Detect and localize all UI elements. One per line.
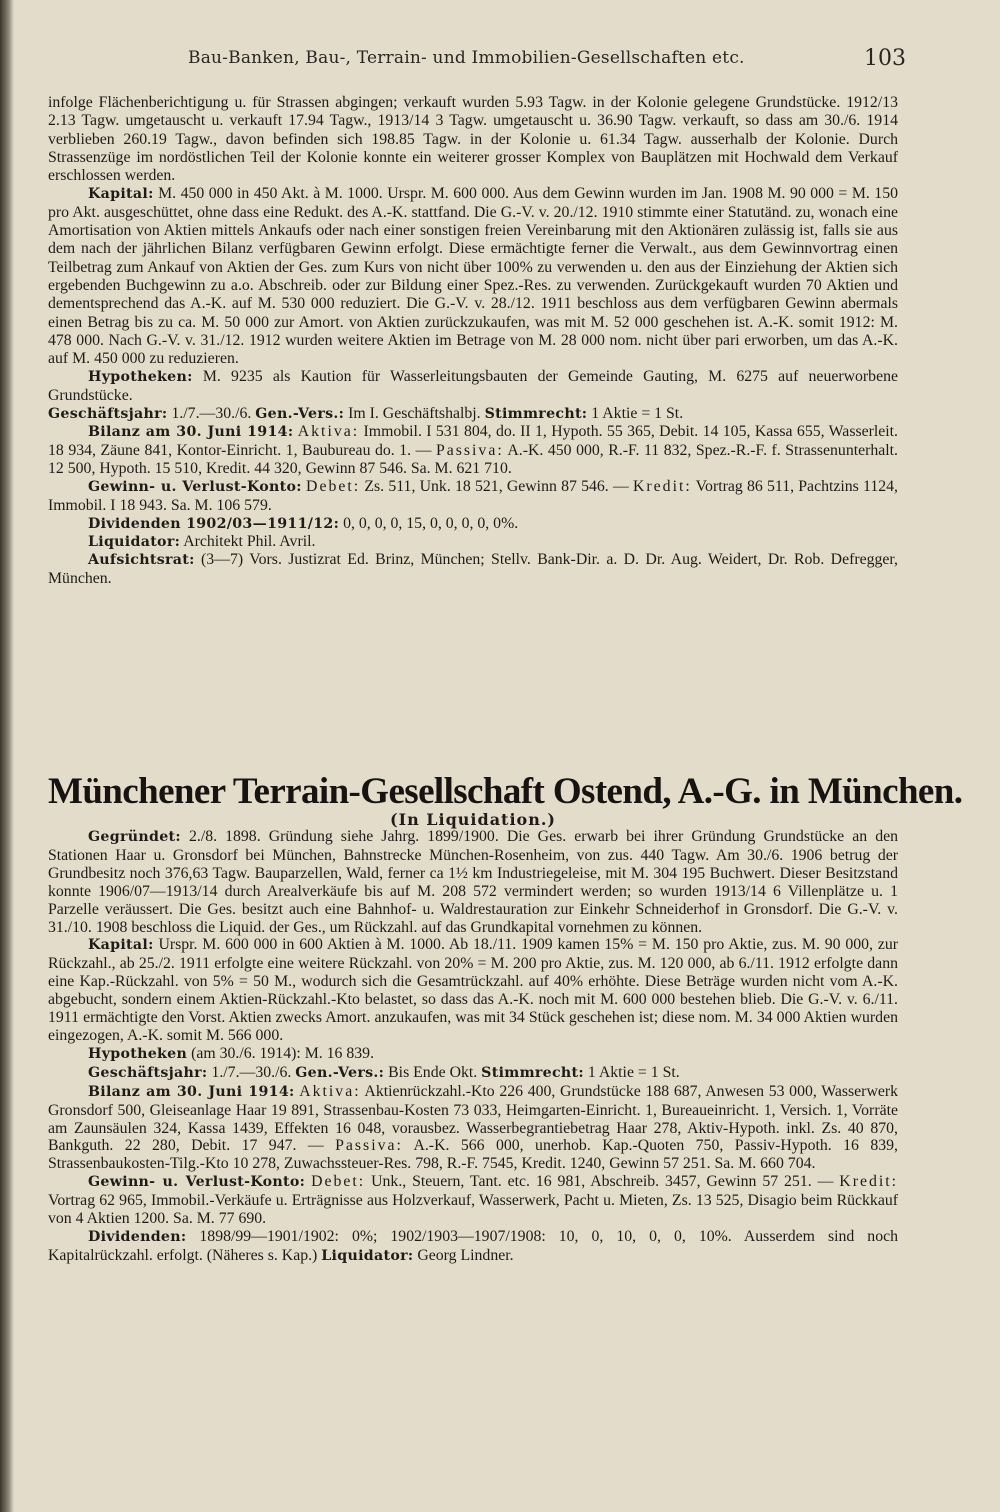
liquidator-text-2: Georg Lindner. xyxy=(417,1246,514,1264)
kapital-text: M. 450 000 in 450 Akt. à M. 1000. Urspr. M. 600 000. Aus dem Gewinn wurden im Jan. 1908 M. 90 000 = M. 150 pro Akt. ausgeschüttet, ohne dass eine Redukt. des A.-K. stattfand. Die G.-V. v. 20./12. 1910 stimmte einer Statutänd. zu, wonach eine Amortisation von Aktien mittels Ankaufs oder nach einer sonstigen freien Vereinbarung mit den Aktionären zulässig ist, falls sie aus dem nach der jährlichen Bilanz verfügbaren Gewinn erfolgt. Diese ermächtigte ferner die Verwalt., aus dem Gewinnvortrag einen Teilbetrag zum Ankauf von Aktien der Ges. zum Kurs von nicht über 100% zu verwenden u. den aus der Einziehung der Aktien sich ergebenden Buchgewinn zu a.o. Abschreib. oder zur Bildung einer Spez.-Res. zu verwenden. Zurückgekauft wurden 70 Aktien und dementsprechend das A.-K. auf M. 530 000 reduziert. Die G.-V. v. 28./12. 1911 beschloss aus dem verfügbaren Gewinn abermals einen Betrag bis zu ca. M. 50 000 zur Amort. von Aktien zurückzukaufen, was mit M. 52 000 geschehen ist. A.-K. somit 1912: M. 478 000. Nach G.-V. v. 31./12. 1912 wurden weitere Aktien im Betrage von M. 28 000 nom. nicht über pari erworben, um das A.-K. auf M. 450 000 zu reduzieren. xyxy=(48,185,899,368)
liquidator-label-2: Liquidator: xyxy=(321,1247,414,1264)
guv-paragraph-2 xyxy=(48,1173,898,1228)
dividenden-text-2: 1898/99—1901/1902: 0%; 1902/1903—1907/1908: 10, 0, 10, 0, 0, 10%. Ausserdem sind noch Kapitalrückzahl. erfolgt. (Näheres s. Kap.) xyxy=(48,1227,898,1264)
dividenden-text: 0, 0, 0, 0, 15, 0, 0, 0, 0, 0%. xyxy=(343,514,519,532)
aufsichtsrat-label: Aufsichtsrat: xyxy=(88,552,195,569)
debet-label: Debet: xyxy=(306,478,361,496)
geschaeftsjahr-label: Geschäftsjahr: xyxy=(48,406,168,423)
page-number: 103 xyxy=(864,46,906,71)
geschaeftsjahr-text-2: 1./7.—30./6. xyxy=(211,1063,292,1081)
kredit-text: Vortrag 86 511, Pachtzins 1124, Immobil. I 18 943. Sa. M. 106 579. xyxy=(48,478,898,514)
running-head: Bau-Banken, Bau-, Terrain- und Immobilien-Gesellschaften etc. xyxy=(188,48,745,68)
debet-label-2: Debet: xyxy=(311,1173,366,1191)
gen-vers-text-2: Bis Ende Okt. xyxy=(388,1063,478,1081)
kapital-label: Kapital: xyxy=(88,186,154,203)
hypotheken-paragraph xyxy=(48,368,898,405)
meta-line xyxy=(48,405,898,423)
gegruendet-label: Gegründet: xyxy=(88,829,181,845)
geschaeftsjahr-text: 1./7.—30./6. xyxy=(171,405,252,423)
gen-vers-text: Im I. Geschäftshalbj. xyxy=(348,405,481,423)
aktiva-text: Immobil. I 531 804, do. II 1, Hypoth. 55 365, Debit. 14 105, Kassa 655, Wasserleit. 18 934, Zäune 841, Kontor-Einricht. 1, Baubureau do. 1. — xyxy=(48,423,899,459)
bilanz-label-2: Bilanz am 30. Juni 1914: xyxy=(88,1083,295,1100)
gegruendet-paragraph xyxy=(48,828,898,936)
company-status: (In Liquidation.) xyxy=(390,810,556,829)
passiva-text-2: A.-K. 566 000, unerhob. Kap.-Quoten 750, Passiv-Hypoth. 16 839, Strassenbaukosten-Tilg.-Kto 10 278, Zuwachssteuer-Res. 798, R.-F. 7545, Kredit. 1240, Gewinn 57 251. Sa. M. 660 704. xyxy=(48,1137,898,1173)
kredit-label: Kredit: xyxy=(632,478,692,496)
aktiva-label: Aktiva: xyxy=(297,423,360,441)
previous-company-section xyxy=(48,94,898,588)
company-section xyxy=(48,828,898,1266)
dividenden-paragraph-2 xyxy=(48,1228,898,1266)
aktiva-text-2: Aktienrückzahl.-Kto 226 400, Grundstücke 188 687, Anwesen 53 000, Wasserwerk Gronsdorf 500, Gleiseanlage Haar 19 891, Strassenbau-Kosten 73 033, Heimgarten-Einricht. 1, Bureaueinricht. 1, Versich. 1, Vorräte am Zaunsäulen 324, Kassa 1439, Effekten 16 048, vorausbez. Wasserbegrantiebetrag Haar 278, Aktiv-Hypoth. inkl. Zs. 40 870, Bankguth. 22 280, Debit. 17 947. — xyxy=(48,1082,899,1155)
hypotheken-text-2: (am 30./6. 1914): M. 16 839. xyxy=(191,1044,375,1062)
liquidator-label: Liquidator: xyxy=(88,534,181,551)
passiva-label: Passiva: xyxy=(435,441,504,459)
aktiva-label-2: Aktiva: xyxy=(299,1082,361,1100)
stimmrecht-label: Stimmrecht: xyxy=(484,406,588,423)
kredit-text-2: Vortrag 62 965, Immobil.-Verkäufe u. Erträgnisse aus Holzverkauf, Wasserwerk, Pacht u. Mieten, Zs. 13 525, Disagio beim Rückkauf von 4 Aktien 1200. Sa. M. 77 690. xyxy=(48,1192,898,1228)
page-header xyxy=(0,48,1000,78)
bilanz-paragraph xyxy=(48,423,898,478)
guv-paragraph xyxy=(48,478,898,515)
debet-text-2: Unk., Steuern, Tant. etc. 16 981, Abschreib. 3457, Gewinn 57 251. — xyxy=(371,1173,834,1191)
bilanz-paragraph-2 xyxy=(48,1083,898,1174)
aufsichtsrat-text: (3—7) Vors. Justizrat Ed. Brinz, München; Stellv. Bank-Dir. a. D. Dr. Aug. Weidert, Dr. Rob. Defregger, München. xyxy=(48,551,899,587)
guv-label: Gewinn- u. Verlust-Konto: xyxy=(88,479,302,496)
aufsichtsrat-paragraph xyxy=(48,551,898,588)
kapital-label-2: Kapital: xyxy=(88,937,154,954)
debet-text: Zs. 511, Unk. 18 521, Gewinn 87 546. — xyxy=(364,478,629,496)
dividenden-paragraph xyxy=(48,515,898,533)
kapital-text-2: Urspr. M. 600 000 in 600 Aktien à M. 1000. Ab 18./11. 1909 kamen 15% = M. 150 pro Aktie, zus. M. 90 000, zur Rückzahl., ab 25./2. 1911 erfolgte eine weitere Rückzahl. von 20% = M. 200 pro Aktie, zus. M. 120 000, ab 6./11. 1912 erfolgte dann eine Kap.-Rückzahl. von 5% = 50 M., wodurch sich die Gesamtrückzahl. auf 40% erhöhte. Diese Beträge wurden nicht vom A.-K. abgebucht, sondern einem Aktien-Rückzahl.-Kto belastet, so dass das A.-K. noch mit M. 600 000 bestehen blieb. Die G.-V. v. 6./11. 1911 ermächtigte den Vorst. Aktien zwecks Amort. anzukaufen, was mit 34 Stück geschehen ist; diese nom. M. 34 000 Aktien wurden eingezogen, A.-K. somit M. 566 000. xyxy=(48,936,898,1044)
gegruendet-text: 2./8. 1898. Gründung siehe Jahrg. 1899/1900. Die Ges. erwarb bei ihrer Gründung Grundstücke an den Stationen Haar u. Gronsdorf bei München, Bahnstrecke München-Rosenheim, von zus. 440 Tagw. Am 30./6. 1906 betrug der Grundbesitz noch 376,63 Tagw. Bauparzellen, Wald, ferner ca 1½ km Industriegeleise, mit M. 304 195 Buchwert. Dieser Besitzstand konnte 1906/07—1913/14 durch Arealverkäufe bis auf M. 208 572 vermindert werden; so wurden 1913/14 6 Villenplätze u. 1 Parzelle veräussert. Die Ges. besitzt auch eine Bahnhof- u. Waldrestauration zur Einkehr Schneiderhof in Gronsdorf. Die G.-V. v. 31./10. 1908 beschloss die Liquid. der Ges., um Rückzahl. auf das Grundkapital vornehmen zu können. xyxy=(48,828,898,936)
hypotheken-label: Hypotheken: xyxy=(88,369,193,386)
intro-paragraph xyxy=(48,94,898,185)
geschaeftsjahr-label-2: Geschäftsjahr: xyxy=(88,1064,208,1081)
meta-line-2 xyxy=(48,1064,898,1083)
guv-label-2: Gewinn- u. Verlust-Konto: xyxy=(88,1174,306,1191)
passiva-label-2: Passiva: xyxy=(335,1137,403,1155)
stimmrecht-text: 1 Aktie = 1 St. xyxy=(591,405,684,423)
page-binding-shadow xyxy=(0,0,14,1512)
stimmrecht-text-2: 1 Aktie = 1 St. xyxy=(587,1063,680,1081)
bilanz-label: Bilanz am 30. Juni 1914: xyxy=(88,424,294,441)
hypotheken-paragraph-2 xyxy=(48,1045,898,1064)
kredit-label-2: Kredit: xyxy=(839,1173,899,1191)
dividenden-label-2: Dividenden: xyxy=(88,1228,187,1245)
hypotheken-label-2: Hypotheken xyxy=(88,1045,188,1062)
stimmrecht-label-2: Stimmrecht: xyxy=(481,1064,584,1081)
hypotheken-text: M. 9235 als Kaution für Wasserleitungsbauten der Gemeinde Gauting, M. 6275 auf neuerworbene Grundstücke. xyxy=(48,368,899,404)
liquidator-text: Architekt Phil. Avril. xyxy=(183,533,316,551)
dividenden-label: Dividenden 1902/03—1911/12: xyxy=(88,515,340,532)
kapital-paragraph xyxy=(48,185,898,368)
passiva-text: A.-K. 450 000, R.-F. 11 832, Spez.-R.-F. f. Strassenunterhalt. 12 500, Hypoth. 15 510, Kredit. 44 320, Gewinn 87 546. Sa. M. 621 710. xyxy=(48,441,899,477)
company-heading: Münchener Terrain-Gesellschaft Ostend, A.-G. in München. xyxy=(48,771,963,812)
gen-vers-label: Gen.-Vers.: xyxy=(255,406,345,423)
liquidator-paragraph xyxy=(48,533,898,551)
intro-text: infolge Flächenberichtigung u. für Strassen abgingen; verkauft wurden 5.93 Tagw. in der Kolonie gelegene Grundstücke. 1912/13 2.13 Tagw. umgetauscht u. verkauft 17.94 Tagw., 1913/14 3 Tagw. umgetauscht u. 36.90 Tagw. verkauft, so dass am 30./6. 1914 verblieben 260.19 Tagw., davon befinden sich 198.85 Tagw. in der Kolonie u. 61.34 Tagw. ausserhalb der Kolonie. Durch Strassenzüge im nordöstlichen Teil der Kolonie konnte ein weiterer grosser Komplex von Bauplätzen mit Hochwald dem Verkauf erschlossen werden. xyxy=(48,94,898,185)
kapital-paragraph-2 xyxy=(48,936,898,1044)
gen-vers-label-2: Gen.-Vers.: xyxy=(295,1064,385,1081)
